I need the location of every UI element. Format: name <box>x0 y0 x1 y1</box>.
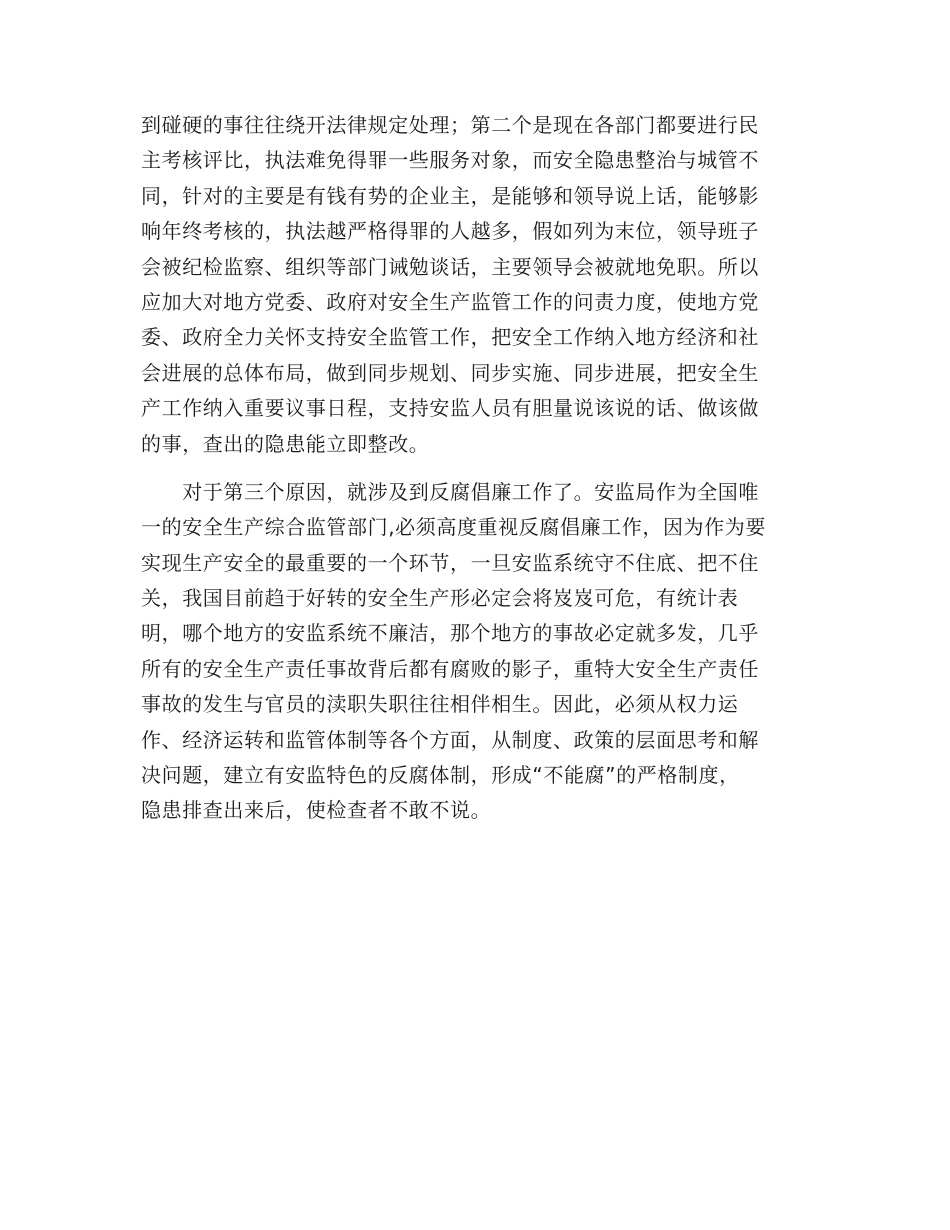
text-line: 响年终考核的，执法越严格得罪的人越多，假如列为末位，领导班子 <box>141 219 759 244</box>
text-line: 作、经济运转和监管体制等各个方面，从制度、政策的层面思考和解 <box>141 727 759 752</box>
text-line: 会进展的总体布局，做到同步规划、同步实施、同步进展，把安全生 <box>141 360 759 385</box>
text-line: 应加大对地方党委、政府对安全生产监管工作的问责力度，使地方党 <box>141 289 759 314</box>
text-line: 隐患排查出来后，使检查者不敢不说。 <box>141 798 492 823</box>
text-line: 实现生产安全的最重要的一个环节，一旦安监系统守不住底、把不住 <box>141 550 759 575</box>
paragraph-spacer <box>141 462 813 475</box>
text-line: 到碰硬的事往往绕开法律规定处理；第二个是现在各部门都要进行民 <box>141 113 759 137</box>
text-line: 所有的安全生产责任事故背后都有腐败的影子，重特大安全生产责任 <box>141 656 759 681</box>
text-line: 同，针对的主要是有钱有势的企业主，是能够和领导说上话，能够影 <box>141 183 759 208</box>
text-line: 主考核评比，执法难免得罪一些服务对象，而安全隐患整治与城管不 <box>141 148 759 173</box>
text-line: 对于第三个原因，就涉及到反腐倡廉工作了。安监局作为全国唯 <box>141 479 759 504</box>
text-line: 会被纪检监察、组织等部门诫勉谈话，主要领导会被就地免职。所以 <box>141 254 759 279</box>
paragraph-1 <box>141 108 813 462</box>
text-line: 明，哪个地方的安监系统不廉洁，那个地方的事故必定就多发，几乎 <box>141 621 759 646</box>
paragraph-2 <box>141 475 813 829</box>
text-line: 一的安全生产综合监管部门,必须高度重视反腐倡廉工作，因为作为要 <box>141 515 766 540</box>
text-line: 事故的发生与官员的渎职失职往往相伴相生。因此，必须从权力运 <box>141 692 739 717</box>
text-line: 决问题，建立有安监特色的反腐体制，形成“不能腐”的严格制度， <box>141 763 740 788</box>
text-line: 关，我国目前趋于好转的安全生产形必定会将岌岌可危，有统计表 <box>141 586 739 611</box>
text-line: 委、政府全力关怀支持安全监管工作，把安全工作纳入地方经济和社 <box>141 325 759 350</box>
document-body <box>141 108 813 829</box>
text-line: 产工作纳入重要议事日程，支持安监人员有胆量说该说的话、做该做 <box>141 396 759 421</box>
text-line: 的事，查出的隐患能立即整改。 <box>141 431 430 456</box>
